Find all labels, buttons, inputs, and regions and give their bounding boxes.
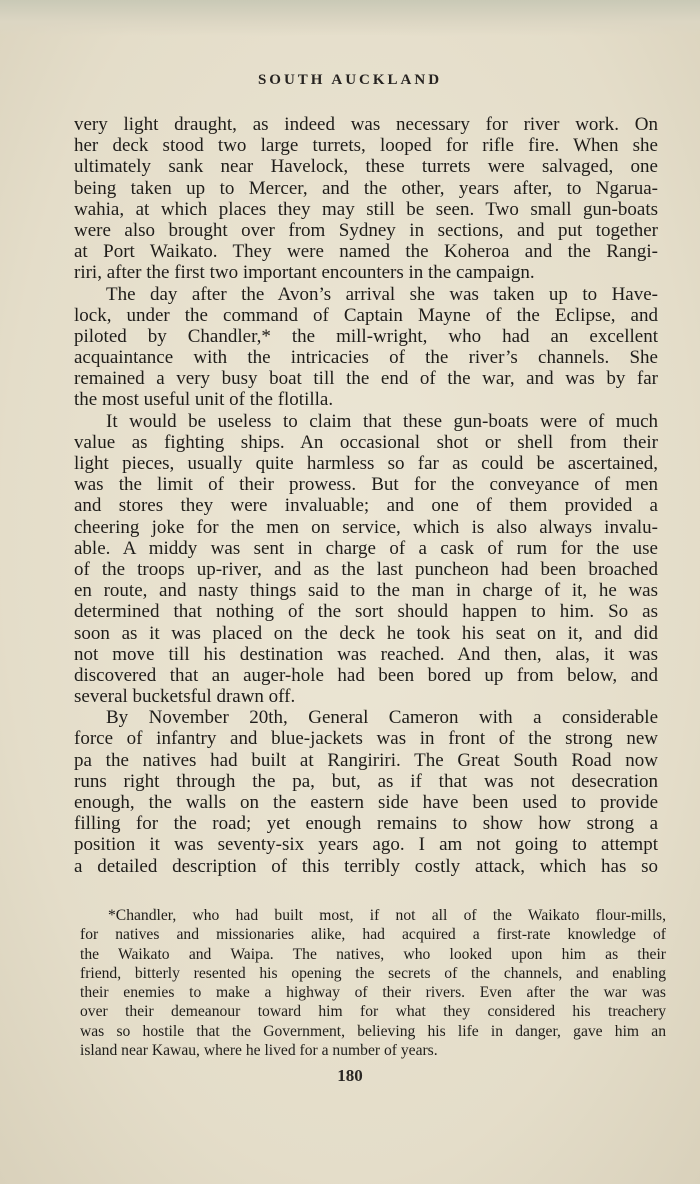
body-line: en route, and nasty things said to the man in charge of it, he was [74, 580, 658, 602]
body-line: ultimately sank near Havelock, these turrets were salvaged, one [74, 156, 658, 178]
footnote [80, 906, 666, 1060]
body-line: and stores they were invaluable; and one of them provided a [74, 495, 658, 517]
footnote-line: was so hostile that the Government, believing his life in danger, gave him an [80, 1022, 666, 1040]
body-line: enough, the walls on the eastern side have been used to provide [74, 792, 658, 813]
body-line: force of infantry and blue-jackets was in front of the strong new [74, 728, 658, 750]
body-line: light pieces, usually quite harmless so far as could be ascertained, [74, 453, 658, 474]
body-line: several bucketsful drawn off. [74, 686, 296, 708]
body-line: position it was seventy-six years ago. I am not going to attempt [74, 834, 658, 856]
body-line: were also brought over from Sydney in sections, and put together [74, 219, 658, 241]
body-line: remained a very busy boat till the end of the war, and was by far [74, 368, 658, 390]
body-line: value as fighting ships. An occasional shot or shell from their [74, 431, 658, 453]
body-line: not move till his destination was reached. And then, alas, it was [74, 643, 658, 665]
footnote-line: *Chandler, who had built most, if not all of the Waikato flour-mills, [108, 907, 666, 924]
body-line: was the limit of their prowess. But for the conveyance of men [74, 474, 658, 496]
body-line: her deck stood two large turrets, looped for rifle fire. When she [74, 135, 658, 157]
body-line: discovered that an auger-hole had been bored up from below, and [74, 664, 658, 686]
body-line: lock, under the command of Captain Mayne of the Eclipse, and [74, 304, 658, 326]
footnote-line: their enemies to make a highway of their rivers. Even after the war was [80, 984, 666, 1002]
body-line: cheering joke for the men on service, which is also always invalu- [74, 516, 658, 538]
body-line: wahia, at which places they may still be seen. Two small gun-boats [74, 198, 658, 220]
footnote-line: friend, bitterly resented his opening the secrets of the channels, and enabling [80, 964, 666, 982]
body-line: very light draught, as indeed was necessary for river work. On [74, 114, 658, 135]
page-edge-shadow [0, 0, 700, 36]
footnote-line: island near Kawau, where he lived for a number of years. [80, 1042, 438, 1060]
body-line: being taken up to Mercer, and the other, years after, to Ngarua- [74, 177, 658, 199]
body-line: It would be useless to claim that these gun-boats were of much [106, 410, 658, 432]
body-line: the most useful unit of the flotilla. [74, 389, 334, 411]
footnote-line: over their demeanour toward him for what they considered his treachery [80, 1003, 666, 1021]
body-line: at Port Waikato. They were named the Koheroa and the Rangi- [74, 241, 658, 263]
footnote-line: the Waikato and Waipa. The natives, who looked upon him as their [80, 945, 666, 963]
body-line: of the troops up-river, and as the last puncheon had been broached [74, 558, 658, 580]
body-line: able. A middy was sent in charge of a cask of rum for the use [74, 537, 658, 559]
body-line: riri, after the first two important encounters in the campaign. [74, 262, 535, 284]
body-text [74, 114, 658, 877]
body-line: runs right through the pa, but, as if that was not desecration [74, 770, 658, 792]
footnote-line: for natives and missionaries alike, had acquired a first-rate knowledge of [80, 926, 666, 944]
page-number: 180 [337, 1066, 363, 1085]
body-line: By November 20th, General Cameron with a considerable [106, 707, 658, 729]
body-line: piloted by Chandler,* the mill-wright, who had an excellent [74, 325, 658, 347]
body-line: pa the natives had built at Rangiriri. The Great South Road now [74, 749, 658, 771]
body-line: a detailed description of this terribly costly attack, which has so [74, 855, 658, 877]
body-line: filling for the road; yet enough remains to show how strong a [74, 813, 658, 835]
body-line: The day after the Avon’s arrival she was taken up to Have- [106, 283, 658, 305]
running-head: SOUTH AUCKLAND [257, 72, 443, 88]
body-line: soon as it was placed on the deck he took his seat on it, and did [74, 622, 658, 644]
body-line: determined that nothing of the sort should happen to him. So as [74, 601, 658, 623]
body-line: acquaintance with the intricacies of the river’s channels. She [74, 347, 658, 369]
